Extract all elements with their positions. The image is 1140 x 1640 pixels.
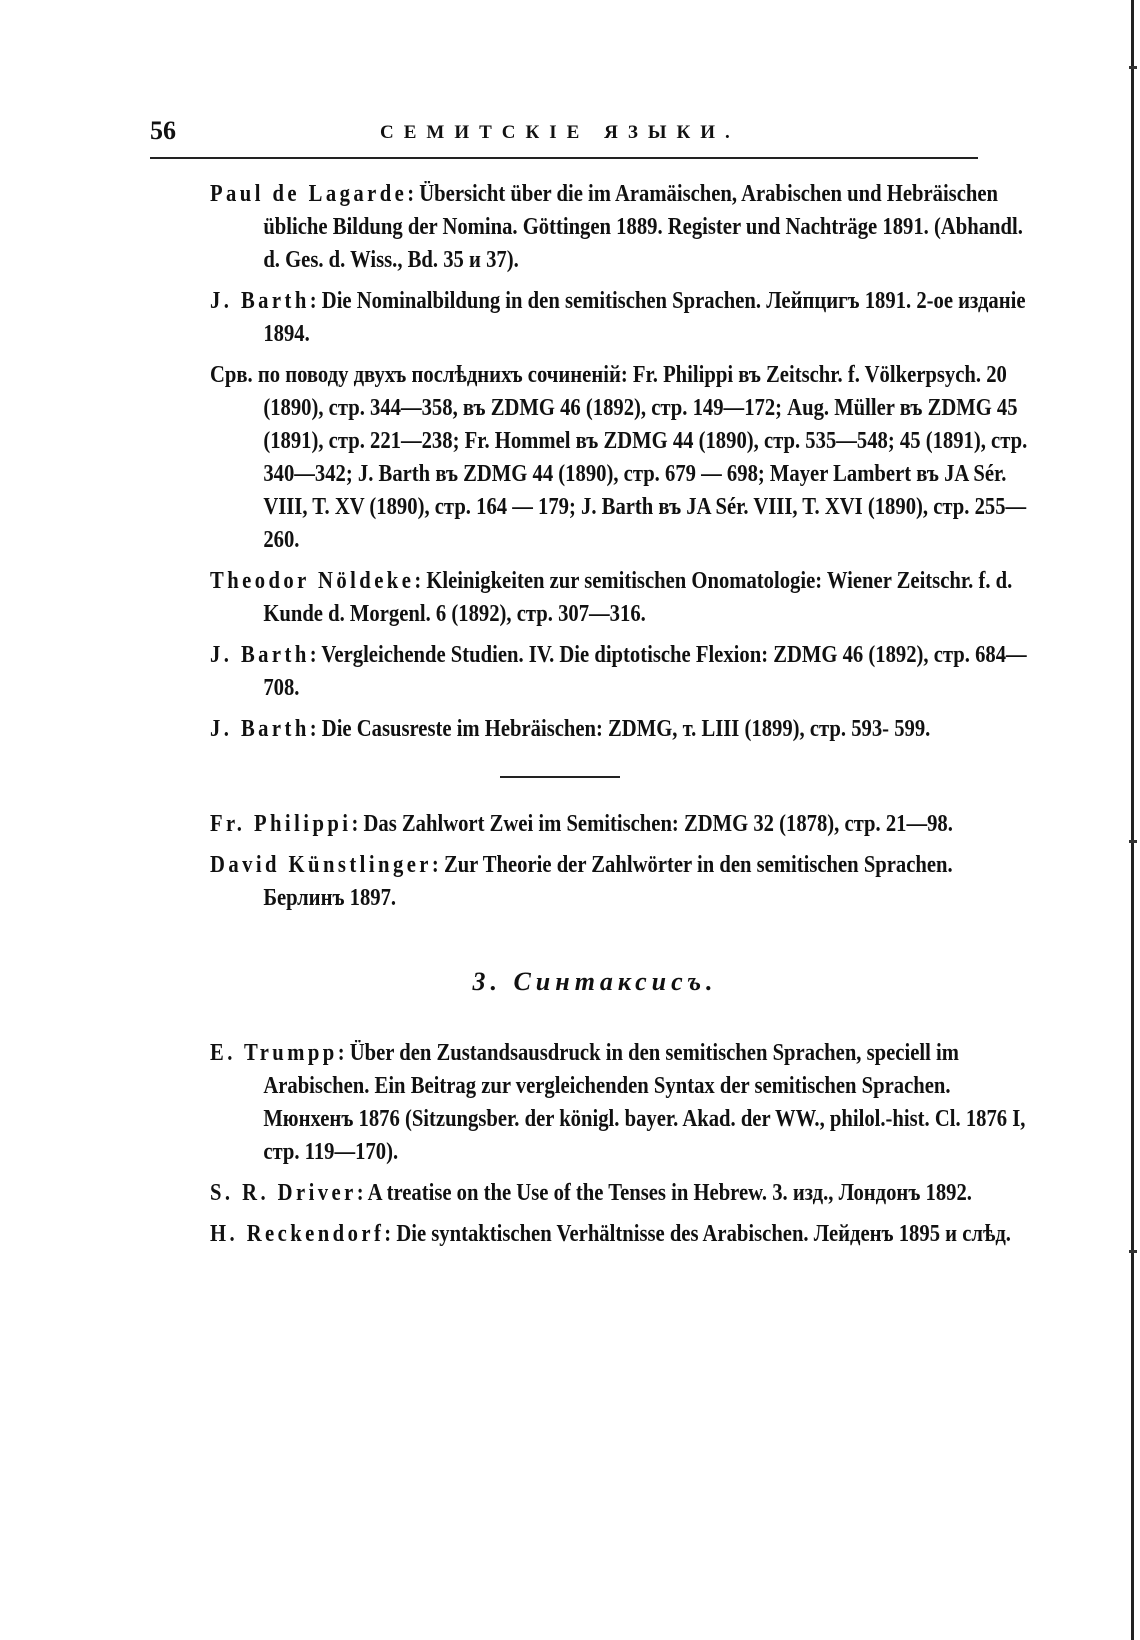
page-edge-line — [1131, 0, 1134, 1640]
entries-block-2 — [210, 808, 980, 915]
bibliography-entry — [210, 713, 1033, 746]
bibliography-entry — [210, 565, 1033, 631]
entry-text: : Kleinigkeiten zur semitischen Onomatologie: Wiener Zeitschr. f. d. Kunde d. Morgenl. 6 (1892), стр. 307—316. — [263, 568, 1013, 627]
entry-text: : Die syntaktischen Verhältnisse des Arabischen. Лейденъ 1895 и слѣд. — [384, 1221, 1011, 1247]
entries-block-3 — [210, 1037, 1026, 1251]
entry-text: : Die Nominalbildung in den semitischen Sprachen. Лейпцигъ 1891. 2-ое изданіе 1894. — [263, 288, 1026, 347]
entry-author: Theodor Nöldeke — [210, 568, 415, 594]
bibliography-entry — [210, 285, 1033, 351]
entry-author: Fr. Philippi — [210, 811, 352, 837]
page-header — [150, 116, 980, 156]
section-title: 3. Синтаксисъ. — [472, 967, 718, 996]
edge-mark — [1129, 1250, 1137, 1253]
entry-author: S. R. Driver — [210, 1180, 357, 1206]
separator-rule — [500, 776, 620, 778]
bibliography-entry — [210, 639, 1033, 705]
bibliography-entry — [210, 359, 1033, 557]
bibliography-entry — [210, 849, 1033, 915]
bibliography-entry — [210, 1218, 1033, 1251]
entry-text: : Die Casusreste im Hebräischen: ZDMG, т. LIII (1899), стр. 593- 599. — [309, 716, 931, 742]
entry-text: : A treatise on the Use of the Tenses in Hebrew. 3. изд., Лондонъ 1892. — [356, 1180, 972, 1206]
bibliography-body — [210, 178, 1028, 1259]
entry-text: : Das Zahlwort Zwei im Semitischen: ZDMG 32 (1878), стр. 21—98. — [351, 811, 953, 837]
entry-author: E. Trumpp — [210, 1040, 338, 1066]
entry-text: : Vergleichende Studien. IV. Die diptotische Flexion: ZDMG 46 (1892), стр. 684—708. — [263, 642, 1027, 701]
edge-mark — [1129, 840, 1137, 843]
bibliography-entry — [210, 808, 1033, 841]
running-head: СЕМИТСКІЕ ЯЗЫКИ. — [380, 122, 740, 143]
entry-author: H. Reckendorf — [210, 1221, 385, 1247]
entry-author: Paul de Lagarde — [210, 181, 408, 207]
header-rule — [150, 157, 978, 159]
entry-author: David Künstlinger — [210, 852, 432, 878]
entry-author: J. Barth — [210, 716, 310, 742]
bibliography-entry — [210, 1037, 1033, 1169]
entry-text: Срв. по поводу двухъ послѣднихъ сочиненій: Fr. Philippi въ Zeitschr. f. Völkerpsych. 20 (1890), стр. 344—358, въ ZDMG 46 (1892), стр. 149—172; Aug. Müller въ ZDMG 45 (1891), стр. 221—238; Fr. Hommel въ ZDMG 44 (1890), стр. 535—548; 45 (1891), стр. 340—342; J. Barth въ ZDMG 44 (1890), стр. 679 — 698; Mayer Lambert въ JA Sér. VIII, T. XV (1890), стр. 164 — 179; J. Barth въ JA Sér. VIII, T. XVI (1890), стр. 255—260. — [210, 362, 1028, 553]
entry-author: J. Barth — [210, 288, 310, 314]
entry-text: : Über den Zustandsausdruck in den semitischen Sprachen, speciell im Arabischen. Ein Beitrag zur vergleichenden Syntax der semitischen Sprachen. Мюнхенъ 1876 (Sitzungsber. der königl. bayer. Akad. der WW., philol.-hist. Cl. 1876 I, стр. 119—170). — [263, 1040, 1026, 1165]
entry-text: : Übersicht über die im Aramäischen, Arabischen und Hebräischen übliche Bildung der Nomina. Göttingen 1889. Register und Nachträge 1891. (Abhandl. d. Ges. d. Wiss., Bd. 35 и 37). — [263, 181, 1023, 273]
page-number: 56 — [150, 116, 176, 145]
bibliography-entry — [210, 1177, 1033, 1210]
entries-block-1 — [210, 178, 1028, 746]
entry-author: J. Barth — [210, 642, 310, 668]
edge-mark — [1129, 66, 1137, 69]
entry-text: : Zur Theorie der Zahlwörter in den semitischen Sprachen. Берлинъ 1897. — [263, 852, 953, 911]
bibliography-entry — [210, 178, 1033, 277]
